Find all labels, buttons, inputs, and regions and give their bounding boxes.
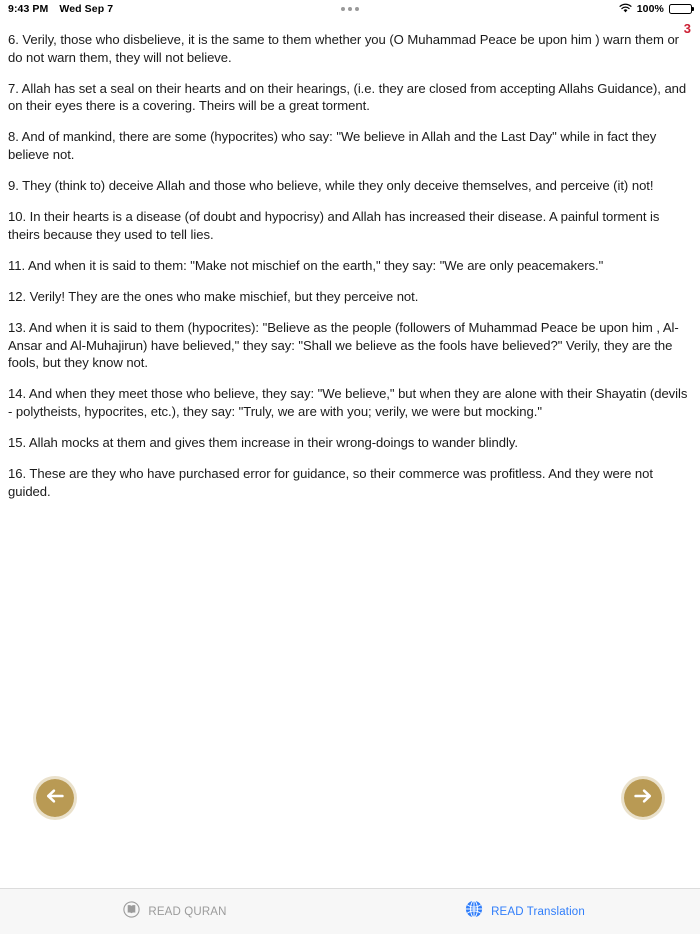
verse-item: 11. And when it is said to them: "Make not mischief on the earth," they say: "We are only peacemakers." xyxy=(8,257,604,273)
verse-item: 13. And when it is said to them (hypocrites): "Believe as the people (followers of Muhammad Peace be upon him , Al-Ansar and Al-Muhajirun) have believed," they say: "Shall we believe as the fools have believed?" Verily, they are the fools, but they know not. xyxy=(8,320,679,371)
tab-bar xyxy=(0,888,700,934)
next-page-button[interactable] xyxy=(621,776,665,820)
verse-item: 15. Allah mocks at them and gives them increase in their wrong-doings to wander blindly. xyxy=(8,435,518,450)
status-time: 9:43 PM xyxy=(8,3,49,15)
three-dots-icon xyxy=(341,7,359,11)
arrow-left-icon xyxy=(44,786,66,811)
verse-item: 12. Verily! They are the ones who make mischief, but they perceive not. xyxy=(8,288,419,304)
verse-item: 16. These are they who have purchased error for guidance, so their commerce was profitless. And they were not guided. xyxy=(8,466,653,499)
tab-read-quran-label: READ QURAN xyxy=(148,905,227,918)
tab-read-translation[interactable] xyxy=(350,889,700,934)
status-bar-left xyxy=(8,3,113,15)
status-date: Wed Sep 7 xyxy=(59,3,114,15)
wifi-icon xyxy=(619,3,632,16)
verse-item: 10. In their hearts is a disease (of doubt and hypocrisy) and Allah has increased their disease. A painful torment is theirs because they used to tell lies. xyxy=(8,209,660,242)
verse-item: 9. They (think to) deceive Allah and those who believe, while they only deceive themselves, and perceive (it) not! xyxy=(8,178,654,194)
verse-item: 7. Allah has set a seal on their hearts and on their hearings, (i.e. they are closed from accepting Allahs Guidance), and on their eyes there is a covering. Theirs will be a great torment. xyxy=(8,80,687,114)
page-number: 3 xyxy=(683,21,691,36)
book-circle-icon xyxy=(123,901,140,923)
status-bar-right xyxy=(619,3,692,16)
verse-item: 8. And of mankind, there are some (hypocrites) who say: "We believe in Allah and the Last Day" while in fact they believe not. xyxy=(8,129,657,162)
arrow-right-icon xyxy=(632,786,654,811)
globe-icon xyxy=(465,900,483,923)
tab-read-quran[interactable] xyxy=(0,889,350,934)
status-bar xyxy=(0,0,700,18)
battery-icon xyxy=(669,4,692,15)
battery-percent-label: 100% xyxy=(636,3,664,15)
verse-item: 6. Verily, those who disbelieve, it is the same to them whether you (O Muhammad Peace be upon him ) warn them or do not warn them, they will not believe. xyxy=(8,32,679,65)
verse-list xyxy=(0,31,700,514)
tab-read-translation-label: READ Translation xyxy=(491,905,585,918)
verse-item: 14. And when they meet those who believe, they say: "We believe," but when they are alone with their Shayatin (devils - polytheists, hypocrites, etc.), they say: "Truly, we are with you; verily, we were but mocking." xyxy=(8,386,688,419)
previous-page-button[interactable] xyxy=(33,776,77,820)
